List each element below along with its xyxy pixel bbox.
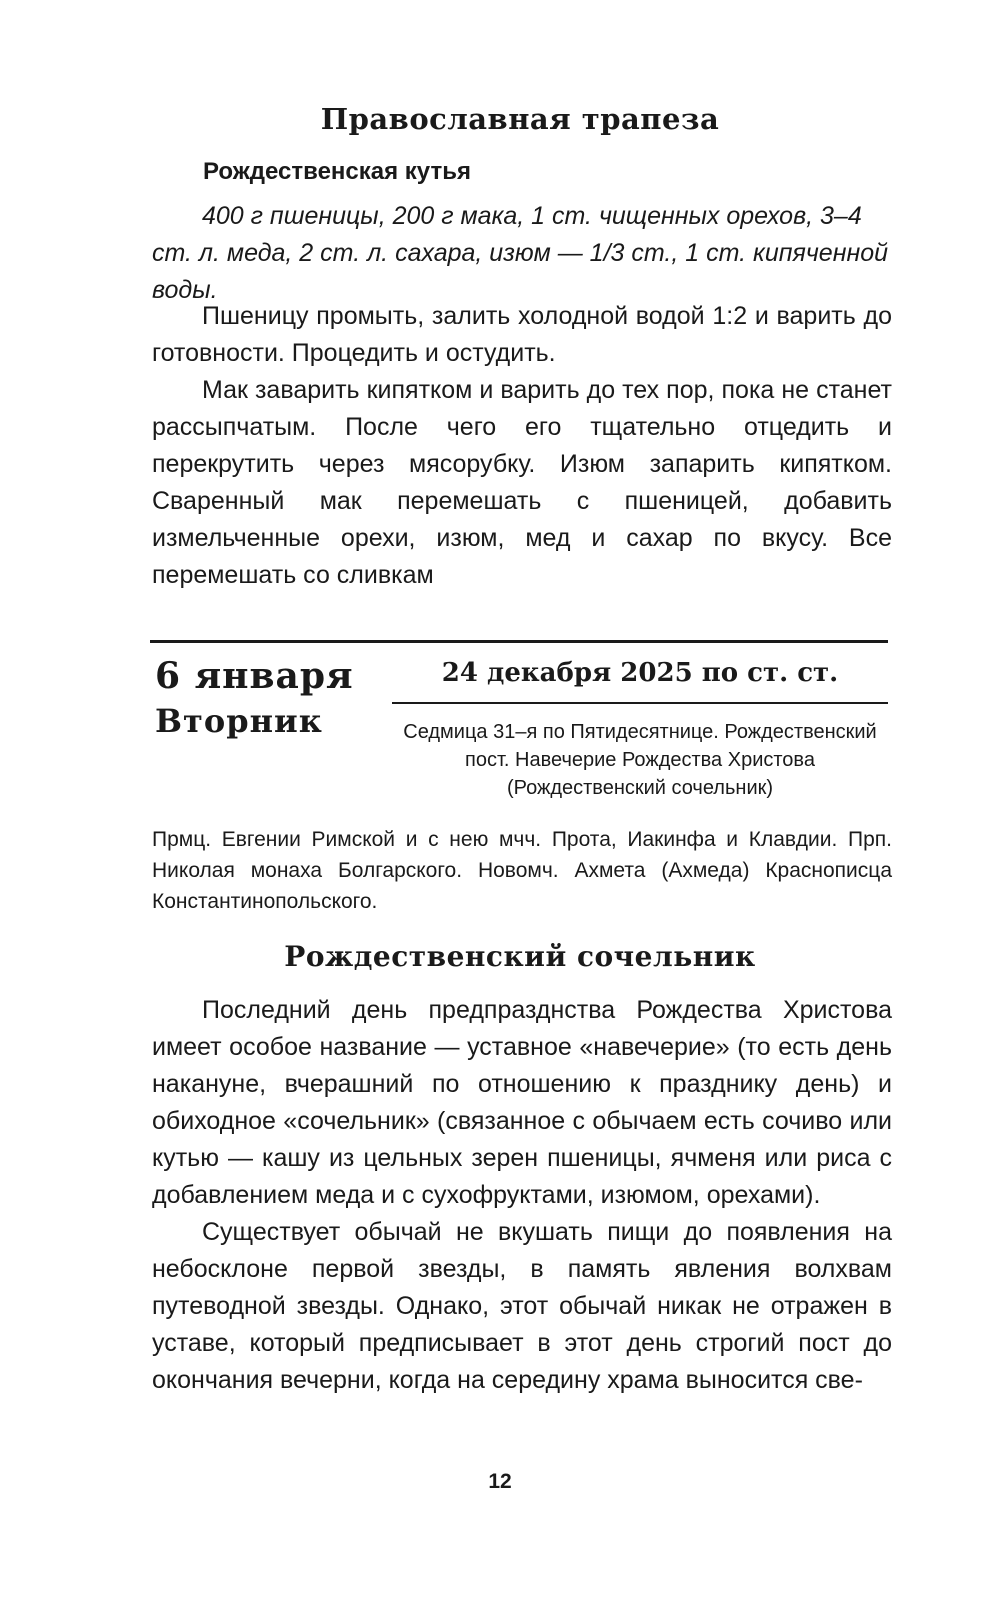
trapeza-heading: Православная трапеза	[320, 102, 720, 136]
recipe-paragraph: Пшеницу промыть, залить холодной водой 1:2 и варить до готовности. Процедить и остудить.	[152, 302, 892, 367]
article-paragraph: Существует обычай не вкушать пищи до появления на небосклоне первой звезды, в память явления волхвам путеводной звезды. Однако, этот обычай никак не отражен в уставе, который предписывает в этот день строгий пост до окончания вечерни, когда на середину храма выносится све-	[152, 1218, 892, 1394]
old-style-date: 24 декабря 2025 по ст. ст.	[441, 658, 839, 688]
recipe-ingredients: 400 г пшеницы, 200 г мака, 1 ст. чищенных орехов, 3–4 ст. л. меда, 2 ст. л. сахара, изюм — 1/3 ст., 1 ст. кипяченной воды.	[152, 202, 889, 304]
recipe-instructions	[152, 298, 892, 594]
day-date: 6 января	[155, 655, 354, 697]
recipe-title: Рождественская кутья	[203, 158, 471, 185]
saints-of-day: Прмц. Евгении Римской и с нею мчч. Прота, Иакинфа и Клавдии. Прп. Николая монаха Болгарского. Новомч. Ахмета (Ахмеда) Краснописца Константинопольского.	[152, 828, 892, 913]
article-body	[152, 992, 892, 1399]
article-heading: Рождественский сочельник	[284, 940, 756, 973]
article-paragraph: Последний день предпразднства Рождества Христова имеет особое название — уставное «навечерие» (то есть день накануне, вчерашний по отношению к празднику день) и обиходное «сочельник» (связанное с обычаем есть сочиво или кутью — кашу из цельных зерен пшеницы, ячменя или риса с добавлением меда и с сухофруктами, изюмом, орехами).	[152, 996, 892, 1209]
date-underline	[392, 702, 888, 704]
recipe-paragraph: Мак заварить кипятком и варить до тех пор, пока не станет рассыпчатым. После чего его тщательно отцедить и перекрутить через мясорубку. Изюм запарить кипятком. Сваренный мак перемешать с пшеницей, добавить измельченные орехи, изюм, мед и сахар по вкусу. Все перемешать со сливкам	[152, 376, 892, 589]
day-weekday: Вторник	[155, 702, 323, 740]
section-divider	[150, 640, 888, 643]
week-info: Седмица 31–я по Пятидесятнице. Рождественский пост. Навечерие Рождества Христова (Рождественский сочельник)	[403, 721, 877, 799]
page-number: 12	[488, 1470, 512, 1493]
